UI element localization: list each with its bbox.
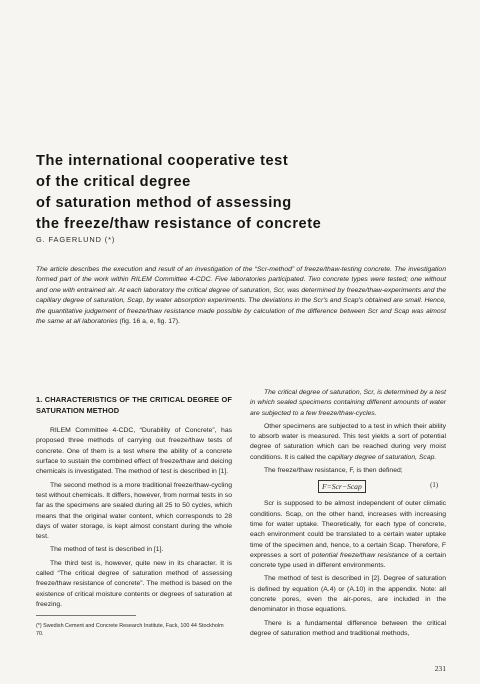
abstract-figure-ref: (fig. 16 a, e, fig. 17). bbox=[119, 318, 180, 326]
paragraph: The freeze/thaw resistance, F, is then defined; bbox=[264, 467, 403, 475]
paragraph: The method of test is described in [1]. bbox=[50, 546, 164, 554]
footnote: (*) Swedish Cement and Concrete Research Institute, Fack, 100 44 Stockholm 70. bbox=[36, 623, 224, 638]
left-column bbox=[36, 395, 232, 613]
right-column bbox=[250, 388, 446, 642]
italic-term: capillary degree of saturation, Scap. bbox=[327, 453, 437, 461]
equation-row bbox=[250, 479, 446, 495]
paragraph bbox=[250, 499, 446, 571]
title-line: of saturation method of assessing bbox=[36, 195, 292, 211]
paragraph-text: Other specimens are subjected to a test in which their ability to absorb water is measured. This test yields a sort of potential degree of saturation which can be reached during very moist conditions. It is called the bbox=[250, 422, 446, 461]
author-line: G. FAGERLUND (*) bbox=[36, 235, 116, 244]
paragraph: RILEM Committee 4-CDC, “Durability of Concrete”, has proposed three methods of carrying out freeze/thaw tests of concrete. One of them is a test where the ability of a concrete surface to sustain the combined effect of freeze/thaw and deicing chemicals is investigated. The method of test is described in [1]. bbox=[36, 427, 232, 476]
paragraph-text: Scr is supposed to be almost independent of outer climatic conditions. Scap, on the other hand, increases with increasing time for water uptake. Theoretically, for each type of concrete, each environment could be translated to a certain water uptake time of the specimen and, hence, to a certain Scap. Therefore, F expresses a sort of bbox=[250, 500, 446, 559]
paragraph: The second method is a more traditional freeze/thaw-cycling test without chemicals. It differs, however, from normal tests in so far as the specimens are sealed during all 25 to 50 cycles, which means that the original water content, which corresponds to 28 days of water storage, is kept almost constant during the whole test. bbox=[36, 481, 232, 541]
title-line: the freeze/thaw resistance of concrete bbox=[36, 216, 322, 232]
paragraph: There is a fundamental difference between the critical degree of saturation method and traditional methods, bbox=[250, 619, 446, 637]
footnote-divider bbox=[36, 615, 136, 616]
boxed-formula: F=Scr−Scap bbox=[318, 480, 366, 493]
page-number: 231 bbox=[434, 664, 446, 673]
paragraph bbox=[250, 422, 446, 463]
paragraph-text: of a certain concrete type used in different environments. bbox=[250, 551, 446, 570]
paragraph: The third test is, however, quite new in its character. It is called “The critical degree of saturation method of assessing freeze/thaw resistance of concrete”. The method is based on the existence of critical moisture contents or degrees of saturation at freezing. bbox=[36, 559, 232, 608]
paragraph: The critical degree of saturation, Scr, is determined by a test in which sealed specimens containing different amounts of water are subjected to a few freeze/thaw-cycles. bbox=[250, 389, 446, 417]
equation-number: (1) bbox=[430, 482, 438, 490]
section-heading: 1. CHARACTERISTICS OF THE CRITICAL DEGREE OF SATURATION METHOD bbox=[36, 395, 232, 415]
abstract-text: The article describes the execution and result of an investigation of the “Scr-method” of freeze/thaw-testing concrete. The investigation formed part of the work within RILEM Committee 4-CDC. Five laboratories participated. Two concrete types were tested; one without and one with entrained air. At each laboratory the critical degree of saturation, Scr, was determined by freeze/thaw-experiments and the capillary degree of saturation, Scap, by water absorption experiments. The deviations in the Scr's and Scap's obtained are small. Hence, the quantitative judgement of freeze/thaw resistance made possible by calculation of the difference between Scr and Scap was almost the same at all laboratories bbox=[36, 266, 446, 326]
abstract bbox=[36, 265, 446, 327]
article-title bbox=[36, 151, 456, 235]
italic-term: potential freeze/thaw resistance bbox=[311, 551, 409, 559]
title-line: The international cooperative test bbox=[36, 153, 289, 169]
title-line: of the critical degree bbox=[36, 174, 191, 190]
paragraph: The method of test is described in [2]. Degree of saturation is defined by equation (A.4) or (A.10) in the appendix. Note: all concrete pores, even the air-pores, are included in the denominator in those equations. bbox=[250, 575, 446, 614]
